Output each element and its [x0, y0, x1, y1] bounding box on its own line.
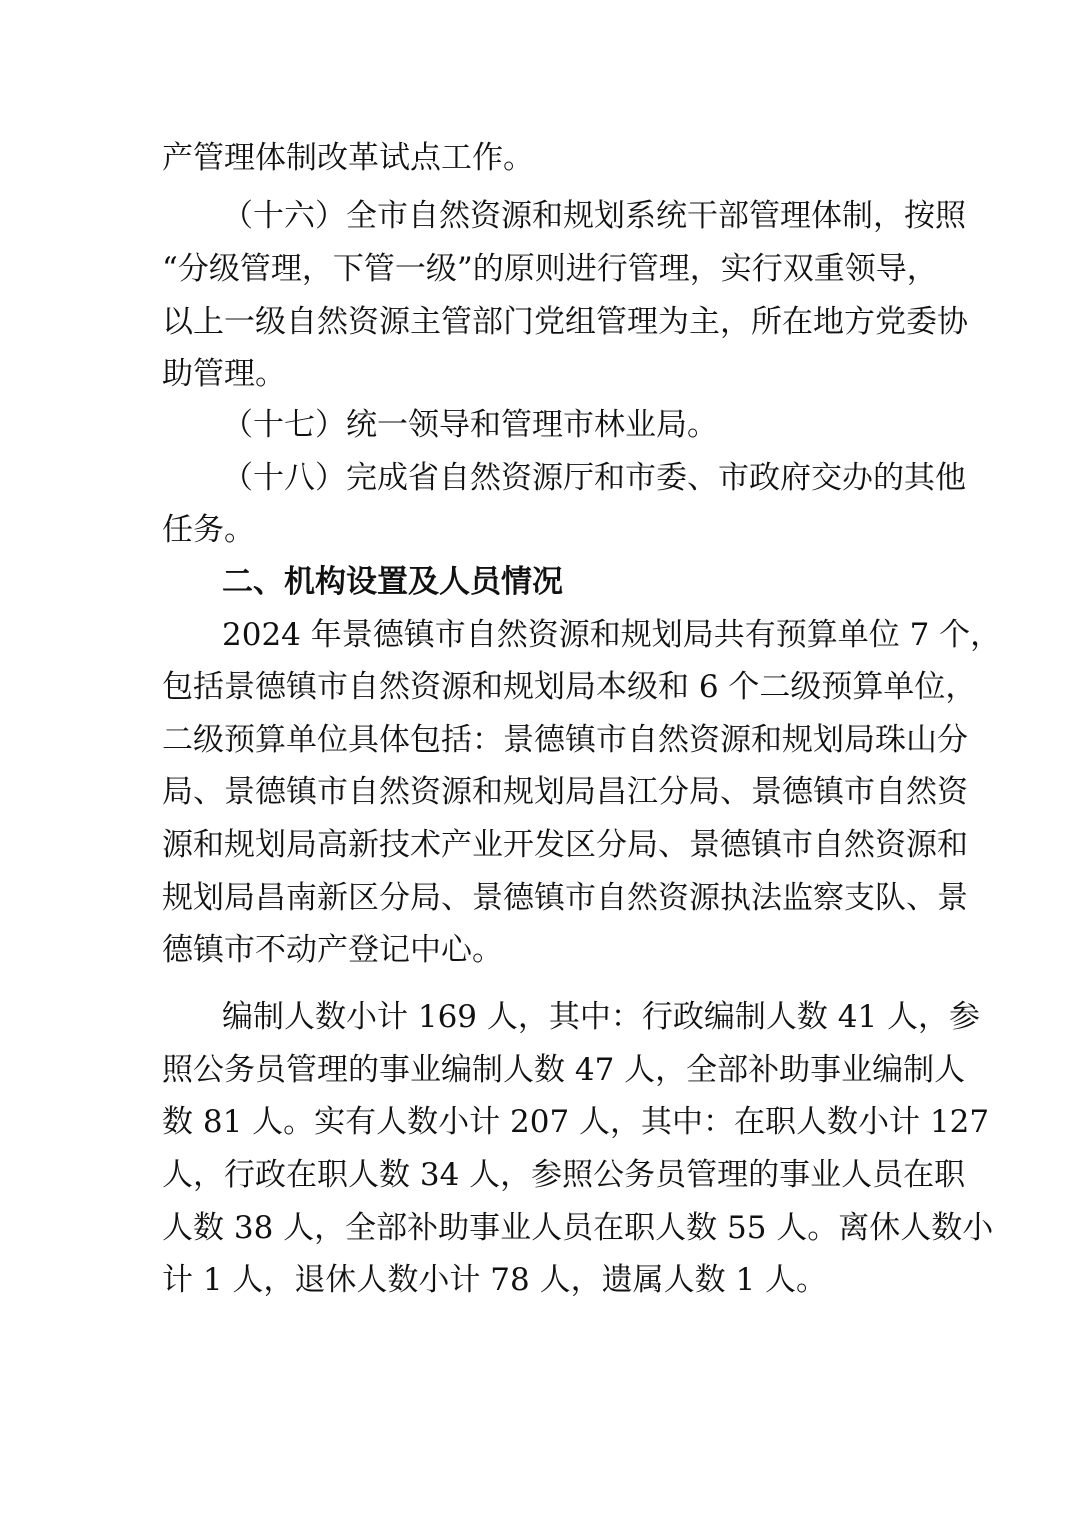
- paragraph-line: 源和规划局高新技术产业开发区分局、景德镇市自然资源和: [162, 827, 968, 863]
- paragraph-line: 产管理体制改革试点工作。: [162, 140, 534, 176]
- paragraph-line: 人，行政在职人数 34 人，参照公务员管理的事业人员在职: [162, 1157, 966, 1193]
- paragraph-line: 任务。: [162, 512, 255, 548]
- paragraph-line: 德镇市不动产登记中心。: [162, 932, 503, 968]
- paragraph-line: 以上一级自然资源主管部门党组管理为主，所在地方党委协: [162, 304, 968, 340]
- paragraph-line: “分级管理，下管一级”的原则进行管理，实行双重领导，: [162, 251, 938, 287]
- paragraph-line: 助管理。: [162, 356, 286, 392]
- paragraph-line: 计 1 人，退休人数小计 78 人，遗属人数 1 人。: [162, 1262, 828, 1298]
- section-heading: 二、机构设置及人员情况: [222, 564, 563, 600]
- paragraph-line: 规划局昌南新区分局、景德镇市自然资源执法监察支队、景: [162, 880, 968, 916]
- paragraph-line: 2024 年景德镇市自然资源和规划局共有预算单位 7 个，: [222, 617, 1002, 653]
- paragraph-line: 编制人数小计 169 人，其中：行政编制人数 41 人，参: [222, 999, 981, 1035]
- paragraph-line: 照公务员管理的事业编制人数 47 人，全部补助事业编制人: [162, 1052, 966, 1088]
- paragraph-line: （十七）统一领导和管理市林业局。: [222, 407, 718, 443]
- paragraph-line: 人数 38 人，全部补助事业人员在职人数 55 人。离休人数小: [162, 1210, 994, 1246]
- paragraph-line: （十八）完成省自然资源厅和市委、市政府交办的其他: [222, 460, 966, 496]
- paragraph-line: 数 81 人。实有人数小计 207 人，其中：在职人数小计 127: [162, 1104, 990, 1140]
- paragraph-line: 二级预算单位具体包括：景德镇市自然资源和规划局珠山分: [162, 722, 968, 758]
- paragraph-line: （十六）全市自然资源和规划系统干部管理体制，按照: [222, 198, 966, 234]
- paragraph-line: 局、景德镇市自然资源和规划局昌江分局、景德镇市自然资: [162, 774, 968, 810]
- paragraph-line: 包括景德镇市自然资源和规划局本级和 6 个二级预算单位，: [162, 669, 977, 705]
